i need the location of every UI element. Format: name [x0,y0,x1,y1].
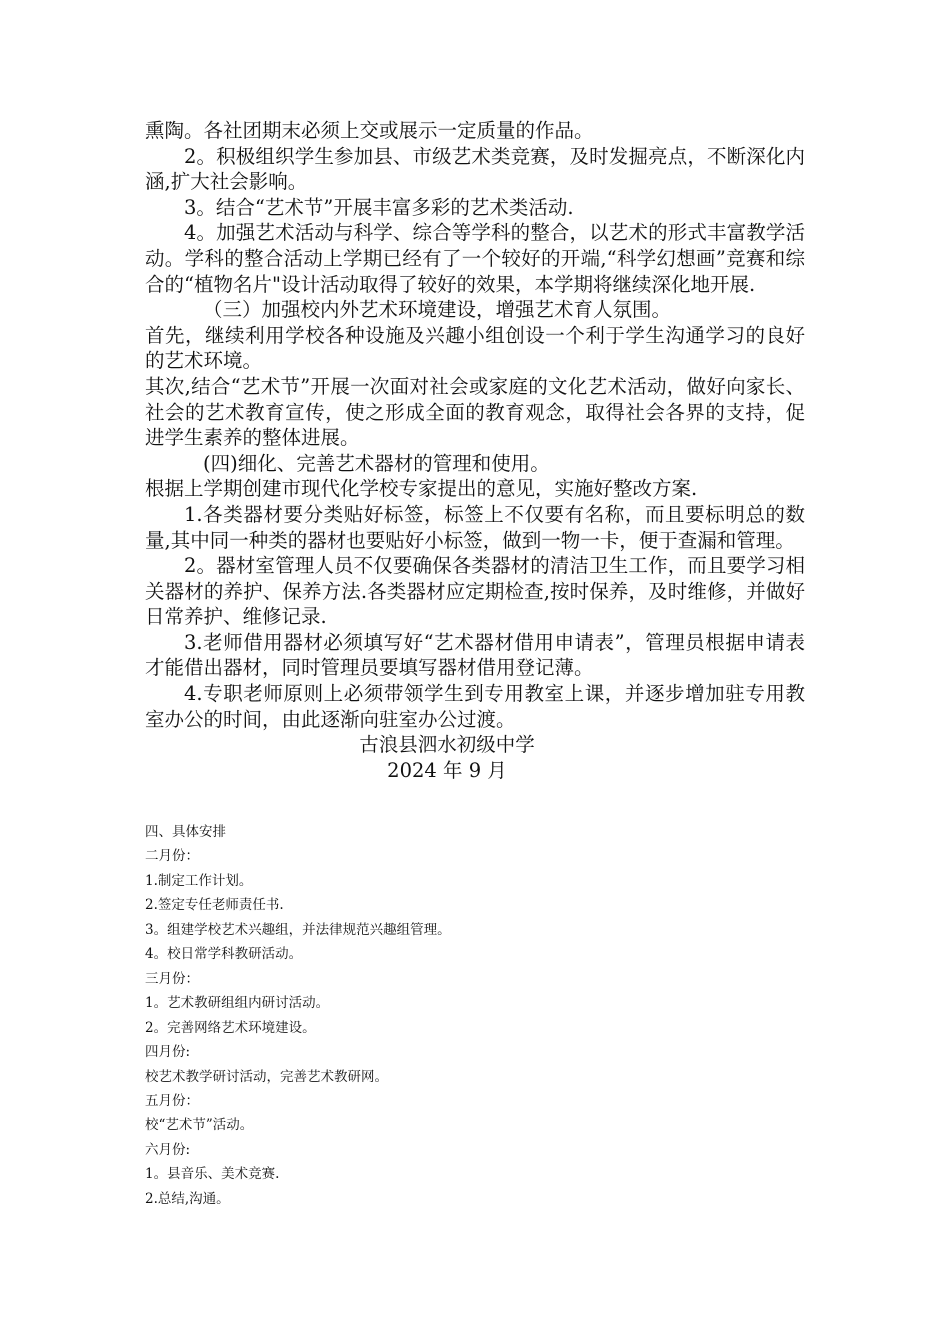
paragraph-item-3: 3。结合“艺术节”开展丰富多彩的艺术类活动. [184,195,574,219]
paragraph-continuation: 熏陶。各社团期末必须上交或展示一定质量的作品。 [145,119,594,142]
month-title-feb: 二月份： [145,848,199,865]
schedule-heading: 四、具体安排 [145,824,226,840]
paragraph-equipment-2: 2。器材室管理人员不仅要确保各类器材的清洁卫生工作，而且要学习相关器材的养护、保养方法.各类器材应定期检查,按时保养，及时维修，并做好日常养护、维修记录. [145,554,805,629]
list-item: 4。校日常学科教研活动。 [145,946,303,963]
month-title-jun: 六月份: [145,1141,191,1158]
list-item: 1。县音乐、美术竞赛. [145,1166,280,1183]
list-item: 3。组建学校艺术兴趣组，并法律规范兴趣组管理。 [145,921,451,938]
month-title-may: 五月份： [145,1092,199,1109]
signature-date: 2024 年 9 月 [387,758,507,782]
list-item: 2.总结,沟通。 [145,1190,230,1207]
paragraph-equipment-1: 1.各类器材要分类贴好标签，标签上不仅要有名称，而且要标明总的数量,其中同一种类的器材也要贴好小标签，做到一物一卡，便于查漏和管理。 [145,502,805,552]
list-item: 校“艺术节”活动。 [145,1117,254,1134]
paragraph-equipment-4: 4.专职老师原则上必须带领学生到专用教室上课，并逐步增加驻专用教室办公的时间，由此逐渐向驻室办公过渡。 [145,682,805,731]
list-item: 1。艺术教研组组内研讨活动。 [145,995,330,1012]
section-heading-3: （三）加强校内外艺术环境建设，增强艺术育人氛围。 [203,298,672,322]
list-item: 校艺术教学研讨活动，完善艺术教研网。 [145,1068,388,1085]
schedule-section [145,820,805,1211]
list-item: 2.签定专任老师责任书. [145,897,284,914]
paragraph-second: 其次,结合“艺术节”开展一次面对社会或家庭的文化艺术活动，做好向家长、社会的艺术教育宣传，使之形成全面的教育观念，取得社会各界的支持，促进学生素养的整体进展。 [145,374,805,450]
month-title-apr: 四月份: [145,1044,191,1061]
signature-org: 古浪县泗水初级中学 [359,733,535,757]
list-item: 2。完善网络艺术环境建设。 [145,1019,316,1036]
paragraph-item-4: 4。加强艺术活动与科学、综合等学科的整合，以艺术的形式丰富教学活动。学科的整合活动上学期已经有了一个较好的开端,“科学幻想画”竞赛和综合的“植物名片"设计活动取得了较好的效果，本学期将继续深化地开展. [145,221,805,296]
section-heading-4: (四)细化、完善艺术器材的管理和使用。 [203,451,550,475]
month-title-mar: 三月份： [145,970,199,987]
paragraph-equipment-3: 3.老师借用器材必须填写好“艺术器材借用申请表”，管理员根据申请表才能借出器材，同时管理员要填写器材借用登记薄。 [145,630,805,680]
paragraph-intro: 根据上学期创建市现代化学校专家提出的意见，实施好整改方案. [145,477,698,501]
plan-body [145,118,805,783]
paragraph-first: 首先，继续利用学校各种设施及兴趣小组创设一个利于学生沟通学习的良好的艺术环境。 [145,323,805,373]
list-item: 1.制定工作计划。 [145,872,253,889]
paragraph-item-2: 2。积极组织学生参加县、市级艺术类竞赛，及时发掘亮点，不断深化内涵,扩大社会影响。 [145,144,805,194]
